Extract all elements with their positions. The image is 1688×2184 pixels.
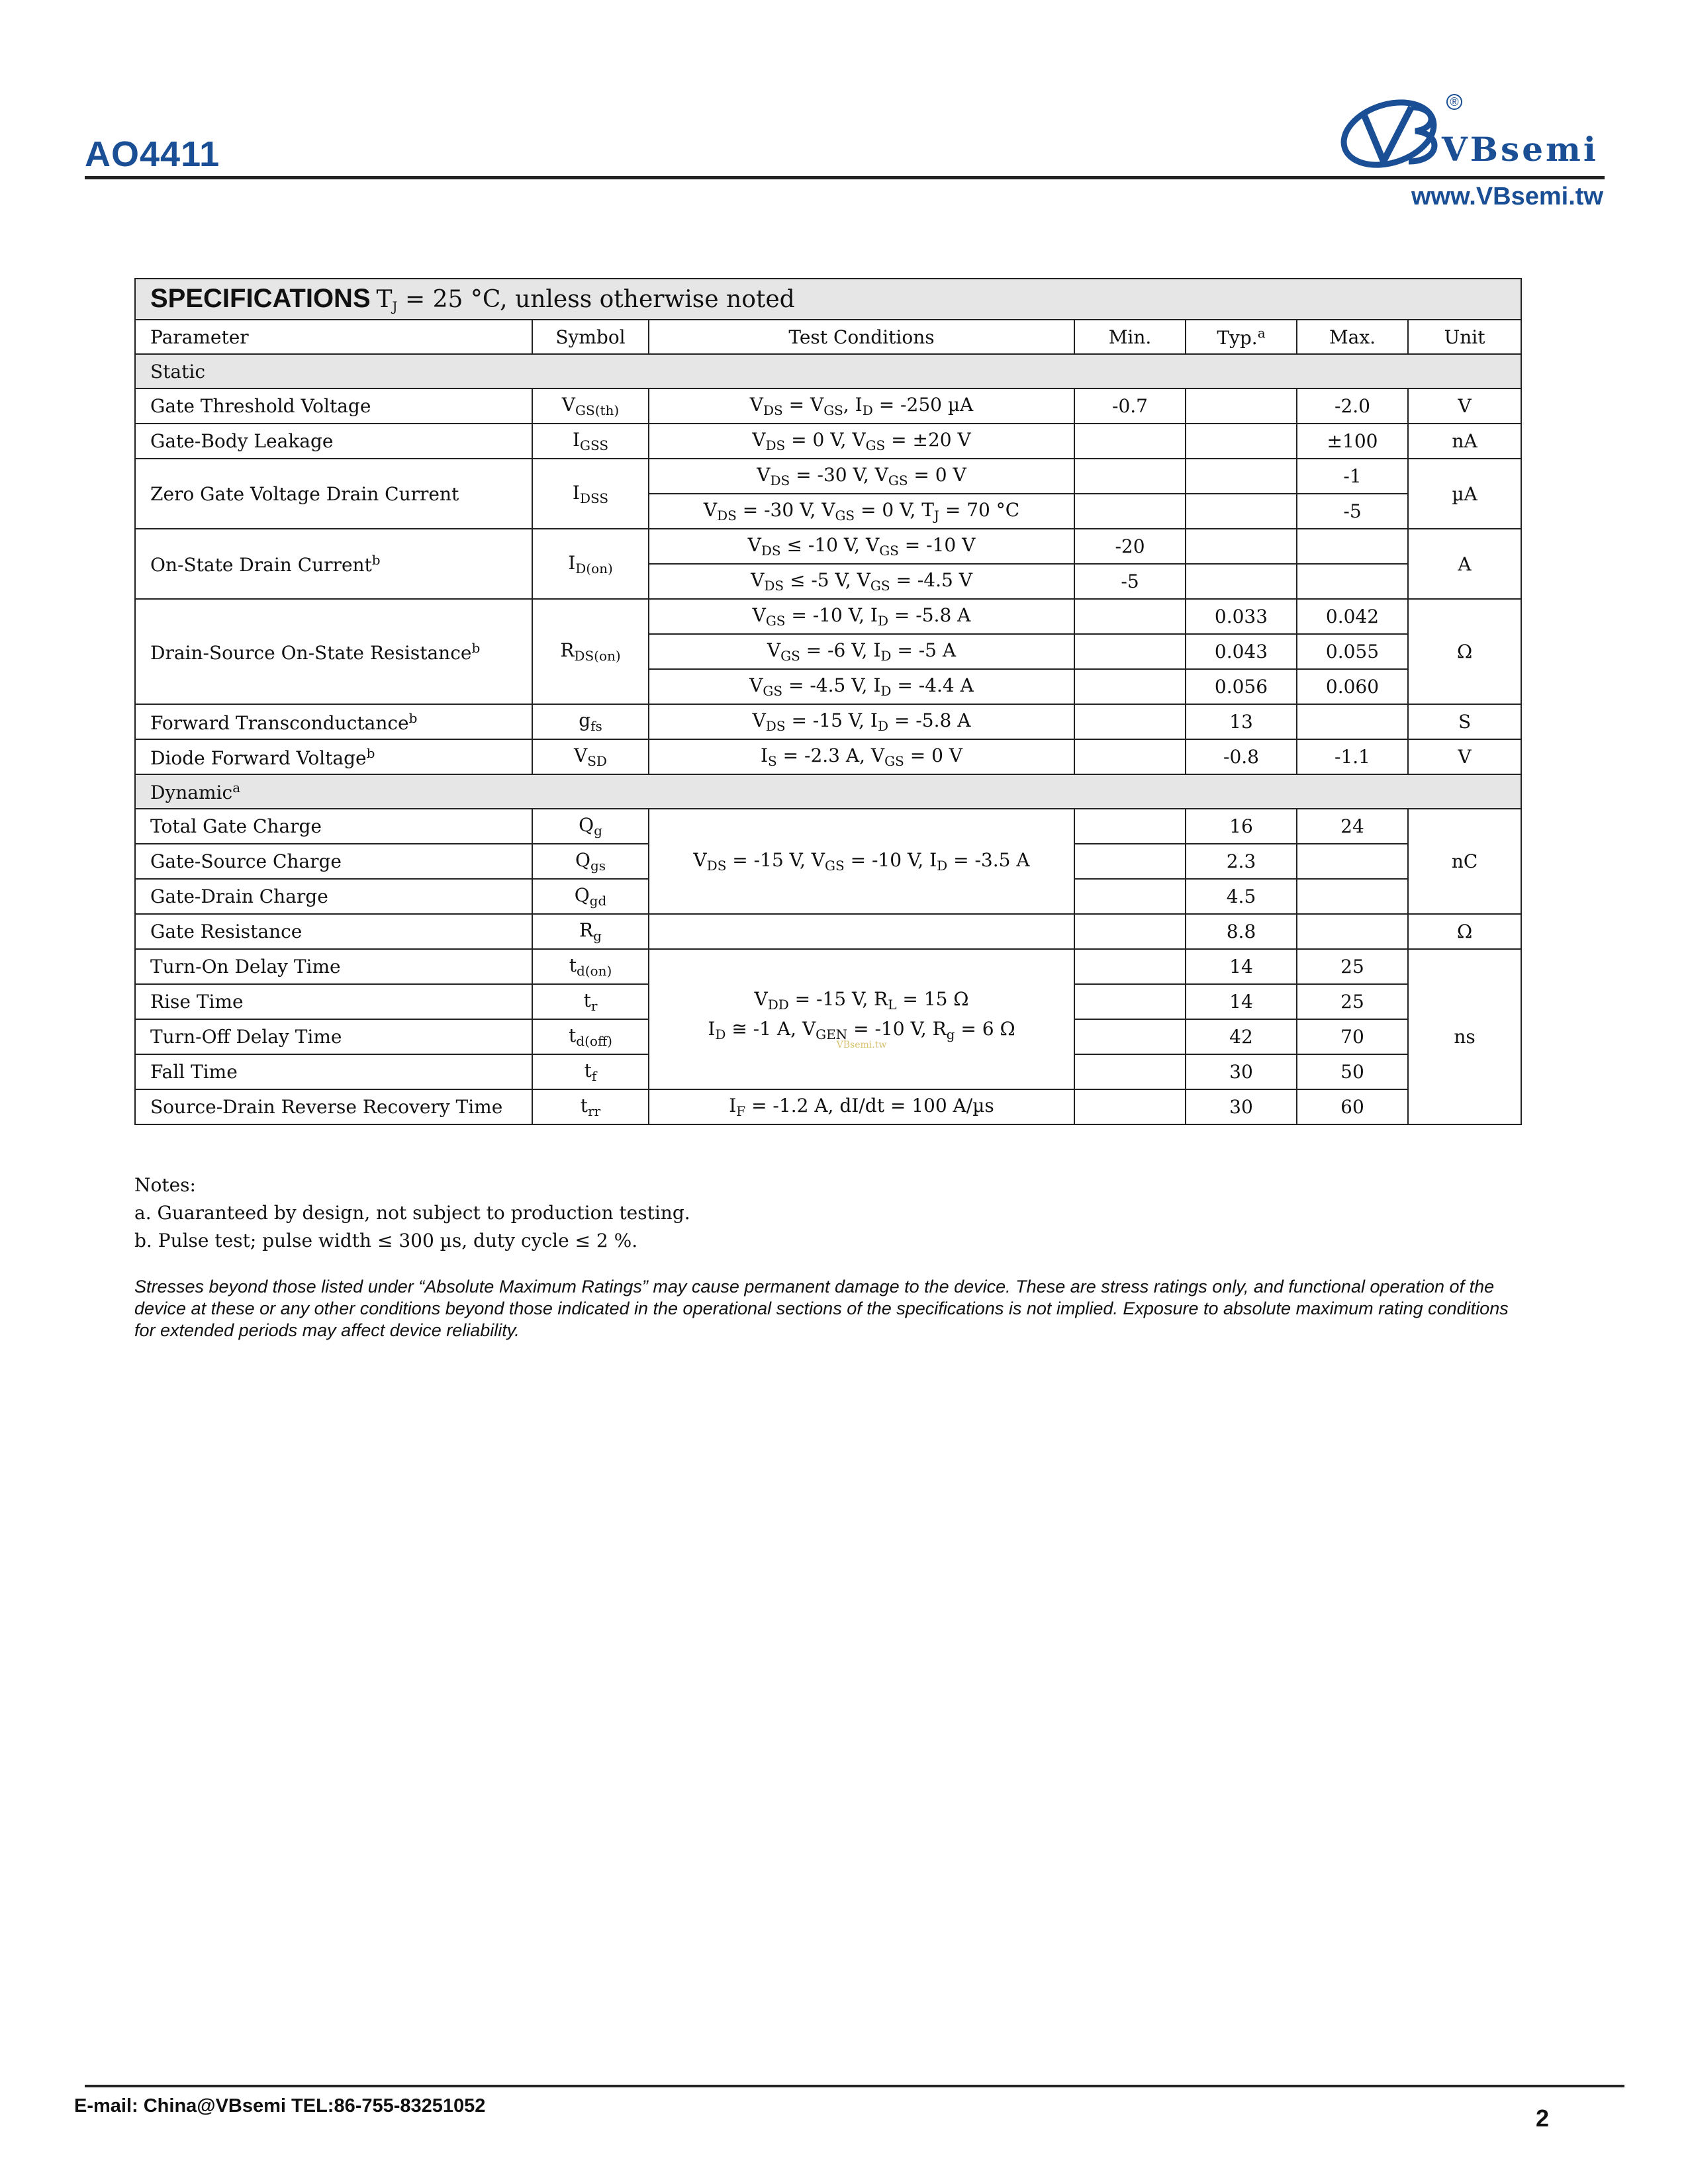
part-number: AO4411 [85, 134, 220, 174]
notes [134, 1171, 690, 1255]
table-row: Gate-Source Charge $Q_{gs}$ 2.3 [135, 844, 1521, 879]
table-row: Turn-Off Delay Time $t_{d(off)}$ 42 70 [135, 1019, 1521, 1054]
condition-switching: $V_{DD} = -15$ V, $R_L = 15$ Ω $I_D$ ≅ -1 A, $V_{GEN} = -10$ V, $R_g = 6$ Ω VBsemi.tw [649, 949, 1074, 1089]
table-row: Turn-On Delay Time $t_{d(on)}$ $V_{DD} = -15$ V, $R_L = 15$ Ω $I_D$ ≅ -1 A, $V_{GEN} = -10$ V, $R_g = 6$ Ω VBsemi.tw 14 25 ns [135, 949, 1521, 984]
table-row: Fall Time $t_f$ 30 50 [135, 1054, 1521, 1089]
table-row: $V_{GS} = -6$ V, $I_D = -5$ A 0.043 0.055 [135, 634, 1521, 669]
website-link[interactable]: www.VBsemi.tw [1411, 183, 1603, 210]
header-min: Min. [1074, 320, 1186, 354]
table-row: Gate-Drain Charge $Q_{gd}$ 4.5 [135, 879, 1521, 914]
header-symbol: Symbol [532, 320, 649, 354]
table-row: Rise Time $t_r$ 14 25 [135, 984, 1521, 1019]
table-row: $V_{GS} = -4.5$ V, $I_D = -4.4$ A 0.056 0.060 [135, 669, 1521, 704]
disclaimer: Stresses beyond those listed under “Absolute Maximum Ratings” may cause permanent damage to the device. These are stress ratings only, and functional operation of the device at these or any other conditions beyond those indicated in the operational sections of the specifications is not implied. Exposure to absolute maximum rating conditions for extended periods may affect device reliability. [134, 1277, 1509, 1340]
table-row: Diode Forward Voltage$^b$ $V_{SD}$ $I_S = -2.3$ A, $V_{GS} = 0$ V -0.8 -1.1 V [135, 739, 1521, 774]
condition-vgs-th: $V_{DS} = V_{GS}$, $I_D = -250$ µA [649, 388, 1074, 424]
table-row: $V_{DS} \le -5$ V, $V_{GS} = -4.5$ V -5 [135, 564, 1521, 599]
header-rule [85, 176, 1605, 179]
table-row: $V_{DS} = -30$ V, $V_{GS} = 0$ V, $T_J = 70$ °C -5 [135, 494, 1521, 529]
note-a: a. Guaranteed by design, not subject to production testing. [134, 1202, 690, 1224]
table-row: Gate Threshold Voltage $V_{GS(th)}$ $V_{DS} = V_{GS}$, $I_D = -250$ µA -0.7 -2.0 V [135, 388, 1521, 424]
footer-rule [85, 2085, 1624, 2087]
table-row: Gate-Body Leakage $I_{GSS}$ $V_{DS} = 0$ V, $V_{GS} = \pm 20$ V ±100 nA [135, 424, 1521, 459]
section-dynamic: Dynamic$^a$ [135, 774, 1521, 809]
registered-mark: ® [1446, 94, 1462, 110]
table-title: SPECIFICATIONS [150, 284, 371, 313]
table-row: Drain-Source On-State Resistance$^b$ $R_{DS(on)}$ $V_{GS} = -10$ V, $I_D = -5.8$ A 0.033 0.042 Ω [135, 599, 1521, 634]
header-max: Max. [1297, 320, 1408, 354]
section-static: Static [135, 354, 1521, 388]
page-number: 2 [1536, 2105, 1550, 2132]
table-row: Source-Drain Reverse Recovery Time $t_{rr}$ $I_F = -1.2$ A, dI/dt = 100 A/µs 30 60 [135, 1089, 1521, 1124]
table-row: On-State Drain Current$^b$ $I_{D(on)}$ $V_{DS} \le -10$ V, $V_{GS} = -10$ V -20 A [135, 529, 1521, 564]
table-row: Total Gate Charge $Q_g$ $V_{DS} = -15$ V, $V_{GS} = -10$ V, $I_D = -3.5$ A 16 24 nC [135, 809, 1521, 844]
table-title-row [135, 279, 1521, 320]
table-title-condition: $T_J = 25$ °C, unless otherwise noted [376, 286, 795, 314]
specifications-table [134, 278, 1522, 1125]
header-parameter: Parameter [135, 320, 532, 354]
header-typ: Typ.$^a$ [1186, 320, 1297, 354]
note-b: b. Pulse test; pulse width ≤ 300 µs, duty cycle ≤ 2 %. [134, 1230, 638, 1251]
table-row: Zero Gate Voltage Drain Current $I_{DSS}$ $V_{DS} = -30$ V, $V_{GS} = 0$ V -1 µA [135, 459, 1521, 494]
condition-charge: $V_{DS} = -15$ V, $V_{GS} = -10$ V, $I_D = -3.5$ A [649, 809, 1074, 914]
contact-info: E-mail: China@VBsemi TEL:86-755-83251052 [74, 2095, 486, 2116]
brand-name: VBsemi [1442, 130, 1599, 169]
header-test-conditions: Test Conditions [649, 320, 1074, 354]
table-row: Forward Transconductance$^b$ $g_{fs}$ $V_{DS} = -15$ V, $I_D = -5.8$ A 13 S [135, 704, 1521, 739]
table-header-row [135, 320, 1521, 354]
watermark-text: VBsemi.tw [836, 1040, 887, 1050]
table-row: Gate Resistance $R_g$ 8.8 Ω [135, 914, 1521, 949]
notes-heading: Notes: [134, 1174, 196, 1196]
header-unit: Unit [1408, 320, 1521, 354]
